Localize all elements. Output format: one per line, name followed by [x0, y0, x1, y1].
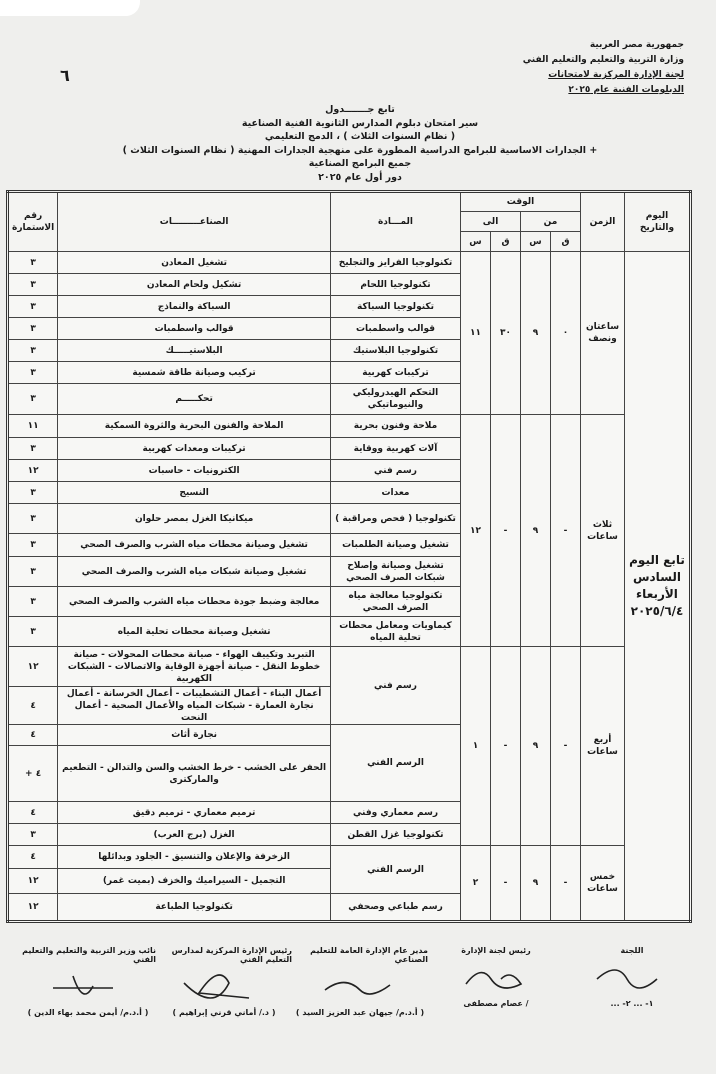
subject-cell: تكنولوجيا اللحام — [331, 274, 461, 296]
industries-cell: تكنولوجيا الطباعة — [58, 894, 331, 922]
form-number-cell: ٣ — [8, 274, 58, 296]
organization-header — [523, 38, 684, 98]
handwritten-signature-icon — [315, 968, 405, 1004]
header-form: رقم الاستمارة — [8, 192, 58, 252]
header-day: اليوم والتاريخ — [625, 192, 691, 252]
form-number-cell: ٣ — [8, 534, 58, 557]
handwritten-signature-icon — [43, 968, 133, 1004]
day-cell: تابع اليوم السادس الأربعاء ٢٠٢٥/٦/٤ — [625, 252, 691, 922]
subject-cell: رسم طباعي وصحفي — [331, 894, 461, 922]
to-minute-cell: - — [491, 415, 521, 647]
org-line: جمهورية مصر العربية — [589, 40, 684, 50]
signature-block — [564, 946, 700, 1017]
duration-cell: ثلاث ساعات — [581, 415, 625, 647]
form-number-cell: ٣ — [8, 362, 58, 384]
subject-cell: تكنولوجيا البلاستيك — [331, 340, 461, 362]
industries-cell: ترميم معماري - ترميم دقيق — [58, 802, 331, 824]
org-line: الدبلومات الفنية عام ٢٠٢٥ — [568, 85, 684, 95]
industries-cell: أعمال البناء - أعمال التشطيبات - أعمال الخرسانة - أعمال نجارة العمارة - شبكات المياه والأعمال الصحية - أعمال النحت — [58, 687, 331, 725]
subject-cell: رسم فني — [331, 647, 461, 725]
signature-title: نائب وزير التربية والتعليم والتعليم الفني — [22, 946, 156, 964]
org-line: وزارة التربية والتعليم والتعليم الفني — [522, 55, 684, 65]
industries-cell: تركيبات ومعدات كهربية — [58, 438, 331, 460]
header-from-hour: س — [521, 232, 551, 252]
form-number-cell: ٣ — [8, 340, 58, 362]
industries-cell: السباكة والنماذج — [58, 296, 331, 318]
from-minute-cell: - — [551, 846, 581, 922]
header-to: الى — [461, 212, 521, 232]
subject-cell: تشغيل وصيانة الطلمبات — [331, 534, 461, 557]
subject-cell: تكنولوجيا معالجة مياه الصرف الصحي — [331, 587, 461, 617]
industries-cell: تشغيل المعادن — [58, 252, 331, 274]
signature-block — [428, 946, 564, 1017]
header-time: الوقت — [461, 192, 581, 212]
industries-cell: تركيب وصيانة طاقة شمسية — [58, 362, 331, 384]
industries-cell: نجارة أثاث — [58, 725, 331, 746]
header-duration: الزمن — [581, 192, 625, 252]
industries-cell: تشغيل وصيانة شبكات مياه الشرب والصرف الصحي — [58, 557, 331, 587]
subject-cell: رسم فني — [331, 460, 461, 482]
form-number-cell: ٤ — [8, 846, 58, 869]
title-line: دور أول عام ٢٠٢٥ — [318, 171, 402, 183]
form-number-cell: ٣ — [8, 384, 58, 415]
signature-name: ( أ.د.م/ أيمن محمد بهاء الدين ) — [27, 1008, 149, 1017]
form-number-cell: ٤ + — [8, 746, 58, 802]
handwritten-signature-icon — [451, 959, 541, 995]
from-hour-cell: ٩ — [521, 647, 551, 846]
industries-cell: تشكيل ولحام المعادن — [58, 274, 331, 296]
duration-cell: خمس ساعات — [581, 846, 625, 922]
form-number-cell: ٣ — [8, 504, 58, 534]
from-minute-cell: - — [551, 647, 581, 846]
signature-name: ( د./ أماني قرني إبراهيم ) — [172, 1008, 276, 1017]
to-minute-cell: ٣٠ — [491, 252, 521, 415]
to-hour-cell: ١٢ — [461, 415, 491, 647]
form-number-cell: ٣ — [8, 438, 58, 460]
form-number-cell: ٤ — [8, 687, 58, 725]
subject-cell: كيماويات ومعامل محطات تحلية المياه — [331, 617, 461, 647]
subject-cell: الرسم الفني — [331, 725, 461, 802]
form-number-cell: ٣ — [8, 482, 58, 504]
subject-cell: معدات — [331, 482, 461, 504]
industries-cell: البلاستيـــــك — [58, 340, 331, 362]
form-number-cell: ٤ — [8, 802, 58, 824]
subject-cell: تكنولوجيا السباكة — [331, 296, 461, 318]
form-number-cell: ٤ — [8, 725, 58, 746]
form-number-cell: ٣ — [8, 587, 58, 617]
industries-cell: التبريد وتكييف الهواء - صيانة محطات المحولات - صيانة خطوط النقل - صيانة أجهزة الوقاية والاتصالات - الشبكات الكهربية — [58, 647, 331, 687]
form-number-cell: ٣ — [8, 617, 58, 647]
header-subject: المـــادة — [331, 192, 461, 252]
subject-cell: تكنولوجيا ( فحص ومراقبة ) — [331, 504, 461, 534]
document-title — [120, 103, 600, 184]
signature-title: اللجنة — [620, 946, 644, 955]
duration-cell: ساعتان ونصف — [581, 252, 625, 415]
signature-name: / عصام مصطفى — [463, 999, 529, 1008]
industries-cell: الحفر على الخشب - خرط الخشب والسن والتدالن - التطعيم والماركترى — [58, 746, 331, 802]
subject-cell: قوالب واسطمبات — [331, 318, 461, 340]
photo-corner — [0, 0, 140, 16]
industries-cell: ميكانيكا الغزل بمصر حلوان — [58, 504, 331, 534]
subject-cell: آلات كهربية ووقاية — [331, 438, 461, 460]
header-to-minute: ق — [491, 232, 521, 252]
subject-cell: التحكم الهيدروليكي والنيوماتيكي — [331, 384, 461, 415]
industries-cell: التجميل - السيراميك والخزف (بميت غمر) — [58, 869, 331, 894]
signature-title: رئيس لجنة الإدارة — [461, 946, 531, 955]
industries-cell: معالجة وضبط جودة محطات مياه الشرب والصرف الصحي — [58, 587, 331, 617]
signatures — [20, 946, 700, 1017]
subject-cell: الرسم الفني — [331, 846, 461, 894]
title-line: ( نظام السنوات الثلاث ) ، الدمج التعليمي — [264, 131, 456, 142]
exam-schedule-table — [6, 190, 692, 923]
title-line: جميع البرامج الصناعية — [308, 158, 412, 169]
form-number-cell: ٣ — [8, 824, 58, 846]
form-number-cell: ١٢ — [8, 647, 58, 687]
form-number-cell: ١١ — [8, 415, 58, 438]
industries-cell: الزخرفة والإعلان والتنسيق - الجلود وبدائلها — [58, 846, 331, 869]
form-number-cell: ٣ — [8, 296, 58, 318]
form-number-cell: ١٢ — [8, 894, 58, 922]
signature-name: ١- ... ٢- ... — [610, 999, 654, 1008]
industries-cell: قوالب واسطمبات — [58, 318, 331, 340]
signature-block — [156, 946, 292, 1017]
from-hour-cell: ٩ — [521, 252, 551, 415]
duration-cell: أربع ساعات — [581, 647, 625, 846]
handwritten-signature-icon — [179, 968, 269, 1004]
from-minute-cell: ٠ — [551, 252, 581, 415]
form-number-cell: ٣ — [8, 318, 58, 340]
page-number: ٦ — [60, 66, 70, 85]
form-number-cell: ٣ — [8, 557, 58, 587]
signature-name: ( أ.د.م/ جيهان عبد العزيز السيد ) — [295, 1008, 425, 1017]
to-hour-cell: ١ — [461, 647, 491, 846]
header-to-hour: س — [461, 232, 491, 252]
to-hour-cell: ٢ — [461, 846, 491, 922]
subject-cell: تركيبات كهربية — [331, 362, 461, 384]
subject-cell: تكنولوجيا غزل القطن — [331, 824, 461, 846]
header-industries: الصناعـــــــــات — [58, 192, 331, 252]
from-hour-cell: ٩ — [521, 415, 551, 647]
to-minute-cell: - — [491, 846, 521, 922]
industries-cell: الكترونيات - حاسبات — [58, 460, 331, 482]
subject-cell: تكنولوجيا الفرايز والتجليخ — [331, 252, 461, 274]
industries-cell: تشغيل وصيانة محطات مياه الشرب والصرف الصحي — [58, 534, 331, 557]
industries-cell: تحكـــــم — [58, 384, 331, 415]
signature-block — [292, 946, 428, 1017]
subject-cell: رسم معماري وفني — [331, 802, 461, 824]
to-hour-cell: ١١ — [461, 252, 491, 415]
table-row — [8, 846, 691, 869]
title-line: + الجدارات الاساسية للبرامج الدراسية المطورة على منهجية الجدارات المهنية ( نظام السنوات الثلاث ) — [122, 144, 598, 156]
title-line: تابع جـــــــدول — [325, 104, 395, 115]
form-number-cell: ١٢ — [8, 460, 58, 482]
subject-cell: ملاحة وفنون بحرية — [331, 415, 461, 438]
from-minute-cell: - — [551, 415, 581, 647]
form-number-cell: ٣ — [8, 252, 58, 274]
signature-title: رئيس الإدارة المركزية لمدارس التعليم الفني — [171, 946, 292, 964]
schedule-body — [8, 252, 691, 922]
industries-cell: النسيج — [58, 482, 331, 504]
subject-cell: تشغيل وصيانة وإصلاح شبكات الصرف الصحي — [331, 557, 461, 587]
signature-block — [20, 946, 156, 1017]
industries-cell: تشغيل وصيانة محطات تحلية المياه — [58, 617, 331, 647]
header-from: من — [521, 212, 581, 232]
title-line: سير امتحان دبلوم المدارس الثانوية الفنية الصناعية — [241, 117, 479, 129]
industries-cell: الغزل (برج العرب) — [58, 824, 331, 846]
form-number-cell: ١٢ — [8, 869, 58, 894]
to-minute-cell: - — [491, 647, 521, 846]
table-row — [8, 252, 691, 274]
industries-cell: الملاحة والفنون البحرية والثروة السمكية — [58, 415, 331, 438]
handwritten-signature-icon — [587, 959, 677, 995]
signature-title: مدير عام الإدارة العامة للتعليم الصناعي — [310, 946, 428, 964]
org-line: لجنة الإدارة المركزية لامتحانات — [548, 70, 684, 80]
table-row — [8, 415, 691, 438]
from-hour-cell: ٩ — [521, 846, 551, 922]
header-from-minute: ق — [551, 232, 581, 252]
table-row — [8, 647, 691, 687]
